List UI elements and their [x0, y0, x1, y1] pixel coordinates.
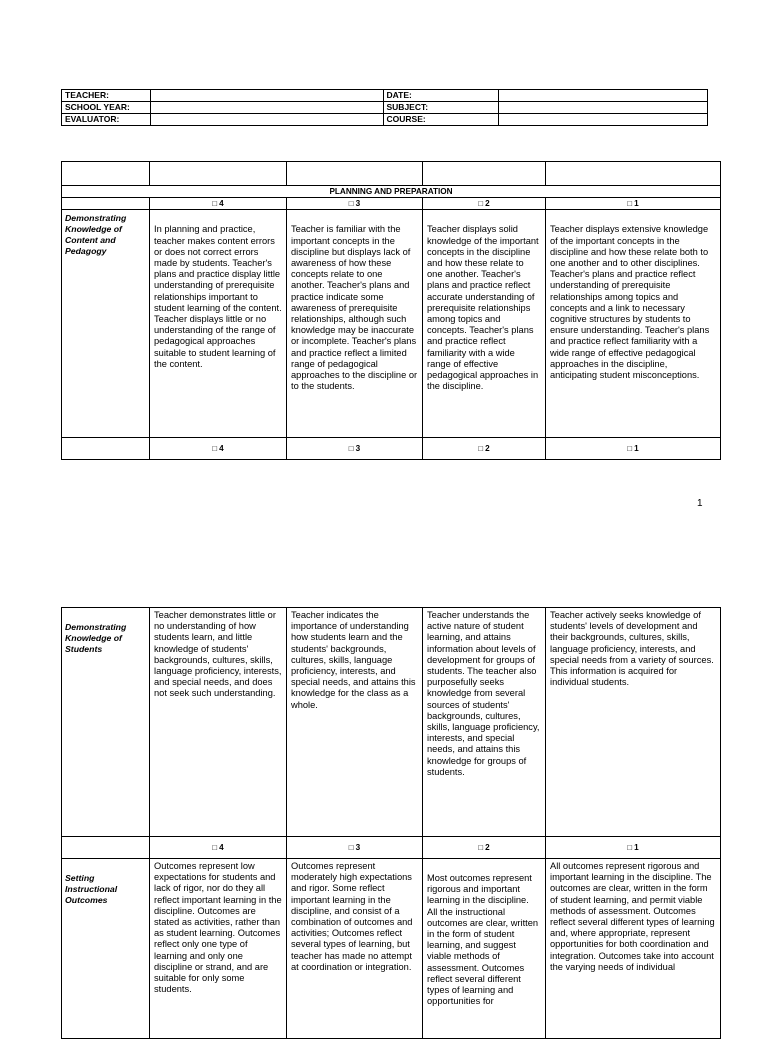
score-option-2[interactable]: □ 2	[423, 438, 546, 460]
component-label: Setting Instructional Outcomes	[62, 859, 150, 1039]
score-header-3[interactable]: □ 3	[287, 198, 423, 210]
school-year-label: SCHOOL YEAR:	[62, 102, 151, 114]
rubric-cell-level-2: Most outcomes represent rigorous and important learning in the discipline. All the instructional outcomes are clear, written in the form of student learning, and suggest viable methods of assessment. Outcomes reflect several different types of learning and opportunities for	[423, 859, 546, 1039]
rubric-cell-level-1: All outcomes represent rigorous and important learning in the discipline. The outcomes are clear, written in the form of student learning, and permit viable methods of assessment. Outcomes reflect several different types of learning and, where appropriate, represent opportunities for both coordination and integration. Outcomes take into account the varying needs of individual	[546, 859, 721, 1039]
checkbox-icon: □	[478, 199, 484, 209]
rubric-cell-level-3: Outcomes represent moderately high expectations and rigor. Some reflect important learning in the discipline, and consist of a combination of outcomes and activities; Outcomes reflect several types of learning, but teacher has made no attempt at coordination or integration.	[287, 859, 423, 1039]
score-footer-blank	[62, 837, 150, 859]
evaluation-info-table	[61, 89, 708, 126]
score-header-blank	[62, 198, 150, 210]
evaluator-field[interactable]	[150, 114, 383, 126]
checkbox-icon: □	[348, 444, 354, 454]
blank-header-cell	[546, 162, 721, 186]
teacher-label: TEACHER:	[62, 90, 151, 102]
score-option-1[interactable]: □ 1	[546, 438, 721, 460]
component-label: Demonstrating Knowledge of Students	[62, 608, 150, 837]
rubric-cell-level-1: Teacher displays extensive knowledge of the important concepts in the discipline and how these relate both to one another and to other disciplines. Teacher's plans and practice reflect understanding of prerequisite relationships among topics and concepts and a link to necessary cognitive structures by students to ensure understanding. Teacher's plans and practice reflect familiarity with a wide range of effective pedagogical approaches in the discipline, anticipating student misconceptions.	[546, 210, 721, 438]
rubric-cell-level-3: Teacher indicates the importance of understanding how students learn and the students' backgrounds, cultures, skills, language proficiency, interests, and special needs, and attains this knowledge for the class as a whole.	[287, 608, 423, 837]
component-label: Demonstrating Knowledge of Content and Pedagogy	[62, 210, 150, 438]
domain-heading: PLANNING AND PREPARATION	[62, 186, 721, 198]
checkbox-icon: □	[478, 444, 484, 454]
score-option-2[interactable]: □ 2	[423, 837, 546, 859]
rubric-cell-level-1: Teacher actively seeks knowledge of students' levels of development and their backgrounds, cultures, skills, language proficiency, interests, and special needs from a variety of sources. This information is acquired for individual students.	[546, 608, 721, 837]
score-header-2[interactable]: □ 2	[423, 198, 546, 210]
blank-header-cell	[150, 162, 287, 186]
checkbox-icon: □	[212, 444, 218, 454]
course-label: COURSE:	[383, 114, 499, 126]
rubric-cell-level-4: Outcomes represent low expectations for students and lack of rigor, nor do they all reflect important learning in the discipline. Outcomes are stated as activities, rather than as student learning. Outcomes reflect only one type of learning and only one discipline or strand, and are suitable for only some students.	[150, 859, 287, 1039]
checkbox-icon: □	[478, 842, 484, 852]
score-option-4[interactable]: □ 4	[150, 438, 287, 460]
score-option-4[interactable]: □ 4	[150, 837, 287, 859]
subject-label: SUBJECT:	[383, 102, 499, 114]
checkbox-icon: □	[627, 444, 633, 454]
checkbox-icon: □	[348, 842, 354, 852]
blank-header-cell	[423, 162, 546, 186]
blank-header-cell	[62, 162, 150, 186]
course-field[interactable]	[499, 114, 708, 126]
teacher-field[interactable]	[150, 90, 383, 102]
checkbox-icon: □	[627, 842, 633, 852]
rubric-table-students	[61, 607, 721, 1039]
score-option-3[interactable]: □ 3	[287, 837, 423, 859]
checkbox-icon: □	[212, 842, 218, 852]
checkbox-icon: □	[627, 199, 633, 209]
date-label: DATE:	[383, 90, 499, 102]
blank-header-cell	[287, 162, 423, 186]
checkbox-icon: □	[348, 199, 354, 209]
rubric-table-planning	[61, 161, 721, 460]
score-option-1[interactable]: □ 1	[546, 837, 721, 859]
school-year-field[interactable]	[150, 102, 383, 114]
checkbox-icon: □	[212, 199, 218, 209]
date-field[interactable]	[499, 90, 708, 102]
rubric-cell-level-3: Teacher is familiar with the important concepts in the discipline but displays lack of awareness of how these concepts relate to one another. Teacher's plans and practice indicate some awareness of prerequisite relationships, although such knowledge may be inaccurate or incomplete. Teacher's plans and practice reflect a limited range of pedagogical approaches to the discipline or to the students.	[287, 210, 423, 438]
rubric-cell-level-4: In planning and practice, teacher makes content errors or does not correct errors made by students. Teacher's plans and practice display little understanding of prerequisite relationships important to student learning of the content. Teacher displays little or no understanding of the range of pedagogical approaches suitable to student learning of the content.	[150, 210, 287, 438]
page-number: 1	[697, 498, 703, 509]
score-footer-blank	[62, 438, 150, 460]
subject-field[interactable]	[499, 102, 708, 114]
score-header-1[interactable]: □ 1	[546, 198, 721, 210]
rubric-cell-level-2: Teacher understands the active nature of student learning, and attains information about levels of development for groups of students. The teacher also purposefully seeks knowledge from several sources of students' backgrounds, cultures, skills, language proficiency, interests, and special needs, and attains this knowledge for groups of students.	[423, 608, 546, 837]
score-header-4[interactable]: □ 4	[150, 198, 287, 210]
evaluator-label: EVALUATOR:	[62, 114, 151, 126]
rubric-cell-level-2: Teacher displays solid knowledge of the important concepts in the discipline and how these relate to one another. Teacher's plans and practice reflect accurate understanding of prerequisite relationships among topics and concepts. Teacher's plans and practice reflect familiarity with a wide range of effective pedagogical approaches in the discipline.	[423, 210, 546, 438]
score-option-3[interactable]: □ 3	[287, 438, 423, 460]
rubric-cell-level-4: Teacher demonstrates little or no understanding of how students learn, and little knowledge of students' backgrounds, cultures, skills, language proficiency, interests, and special needs, and does not seek such understanding.	[150, 608, 287, 837]
